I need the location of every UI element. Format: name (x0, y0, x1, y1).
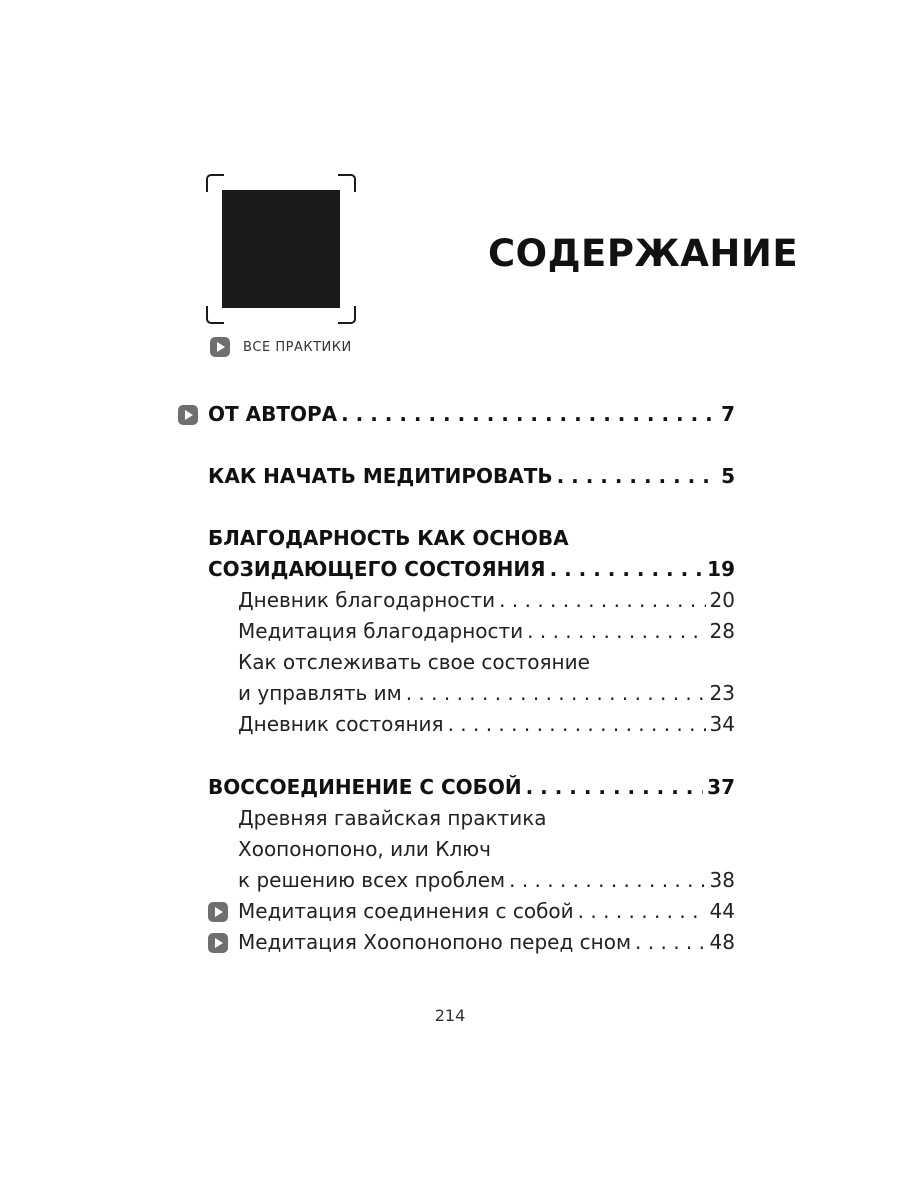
play-icon[interactable] (208, 902, 228, 922)
toc-entry-title: ВОССОЕДИНЕНИЕ С СОБОЙ (208, 775, 522, 799)
qr-frame-corner (206, 306, 224, 324)
toc-leader (448, 709, 706, 740)
qr-code-icon[interactable] (206, 174, 356, 324)
toc-leader (341, 399, 717, 430)
toc-entry-title: КАК НАЧАТЬ МЕДИТИРОВАТЬ (208, 464, 553, 488)
toc-entry-page: 28 (709, 619, 735, 643)
toc-leader (509, 865, 705, 896)
toc-entry-author[interactable] (178, 399, 735, 430)
toc-entry-page: 23 (709, 681, 735, 705)
toc-leader (550, 554, 704, 585)
page-number: 214 (434, 1006, 466, 1025)
toc-subentry-line2[interactable] (208, 834, 735, 865)
toc-entry-page: 20 (709, 588, 735, 612)
toc-subentry[interactable] (208, 678, 735, 709)
toc-leader (406, 678, 706, 709)
toc-subentry[interactable] (208, 616, 735, 647)
toc-leader (527, 616, 705, 647)
toc-entry-gratitude-line1[interactable] (208, 523, 735, 554)
toc-entry-title: Хоопонопоно, или Ключ (238, 837, 491, 861)
toc-entry-page: 48 (709, 930, 735, 954)
play-icon (210, 337, 230, 357)
qr-code-block (222, 190, 340, 308)
toc-subentry-practice[interactable] (208, 896, 735, 927)
toc-entry-page: 37 (707, 775, 735, 799)
toc-entry-page: 7 (721, 402, 735, 426)
toc-entry-page: 19 (707, 557, 735, 581)
toc-subentry[interactable] (208, 585, 735, 616)
toc-entry-title: к решению всех проблем (238, 868, 506, 892)
toc-leader (635, 927, 706, 958)
toc-subentry-line1[interactable] (208, 647, 735, 678)
all-practices-label: ВСЕ ПРАКТИКИ (243, 339, 352, 355)
toc-leader (557, 461, 717, 492)
toc-entry-title: Дневник благодарности (238, 588, 496, 612)
spacer (208, 492, 735, 523)
toc-entry-title: Медитация Хоопонопоно перед сном (238, 930, 632, 954)
toc-entry-title: СОЗИДАЮЩЕГО СОСТОЯНИЯ (208, 557, 546, 581)
spacer (208, 740, 735, 772)
toc-entry-gratitude[interactable] (208, 554, 735, 585)
toc-leader (578, 896, 706, 927)
toc-entry-title: БЛАГОДАРНОСТЬ КАК ОСНОВА (208, 526, 569, 550)
toc-entry-page: 5 (721, 464, 735, 488)
all-practices-link[interactable] (210, 336, 352, 358)
qr-frame-corner (338, 174, 356, 192)
toc-subentry-practice[interactable] (208, 927, 735, 958)
toc-entry-start[interactable] (208, 461, 735, 492)
toc-entry-title: Древняя гавайская практика (238, 806, 547, 830)
toc-entry-title: Как отслеживать свое состояние (238, 650, 590, 674)
toc-subentry-line1[interactable] (208, 803, 735, 834)
play-icon[interactable] (178, 405, 198, 425)
page-title: СОДЕРЖАНИЕ (488, 232, 799, 275)
toc-entry-title: Медитация соединения с собой (238, 899, 574, 923)
toc-leader (526, 772, 704, 803)
qr-frame-corner (338, 306, 356, 324)
table-of-contents (208, 399, 735, 958)
toc-entry-page: 38 (709, 868, 735, 892)
play-icon[interactable] (208, 933, 228, 953)
play-icon-slot (178, 405, 208, 425)
toc-entry-title: Медитация благодарности (238, 619, 524, 643)
toc-entry-title: ОТ АВТОРА (208, 402, 338, 426)
toc-leader (499, 585, 705, 616)
toc-entry-reunion[interactable] (208, 772, 735, 803)
play-icon-slot (208, 902, 238, 922)
toc-entry-page: 44 (709, 899, 735, 923)
toc-entry-title: и управлять им (238, 681, 402, 705)
toc-subentry[interactable] (208, 709, 735, 740)
play-icon-slot (208, 933, 238, 953)
toc-subentry[interactable] (208, 865, 735, 896)
toc-entry-title: Дневник состояния (238, 712, 444, 736)
spacer (208, 430, 735, 461)
toc-entry-page: 34 (709, 712, 735, 736)
